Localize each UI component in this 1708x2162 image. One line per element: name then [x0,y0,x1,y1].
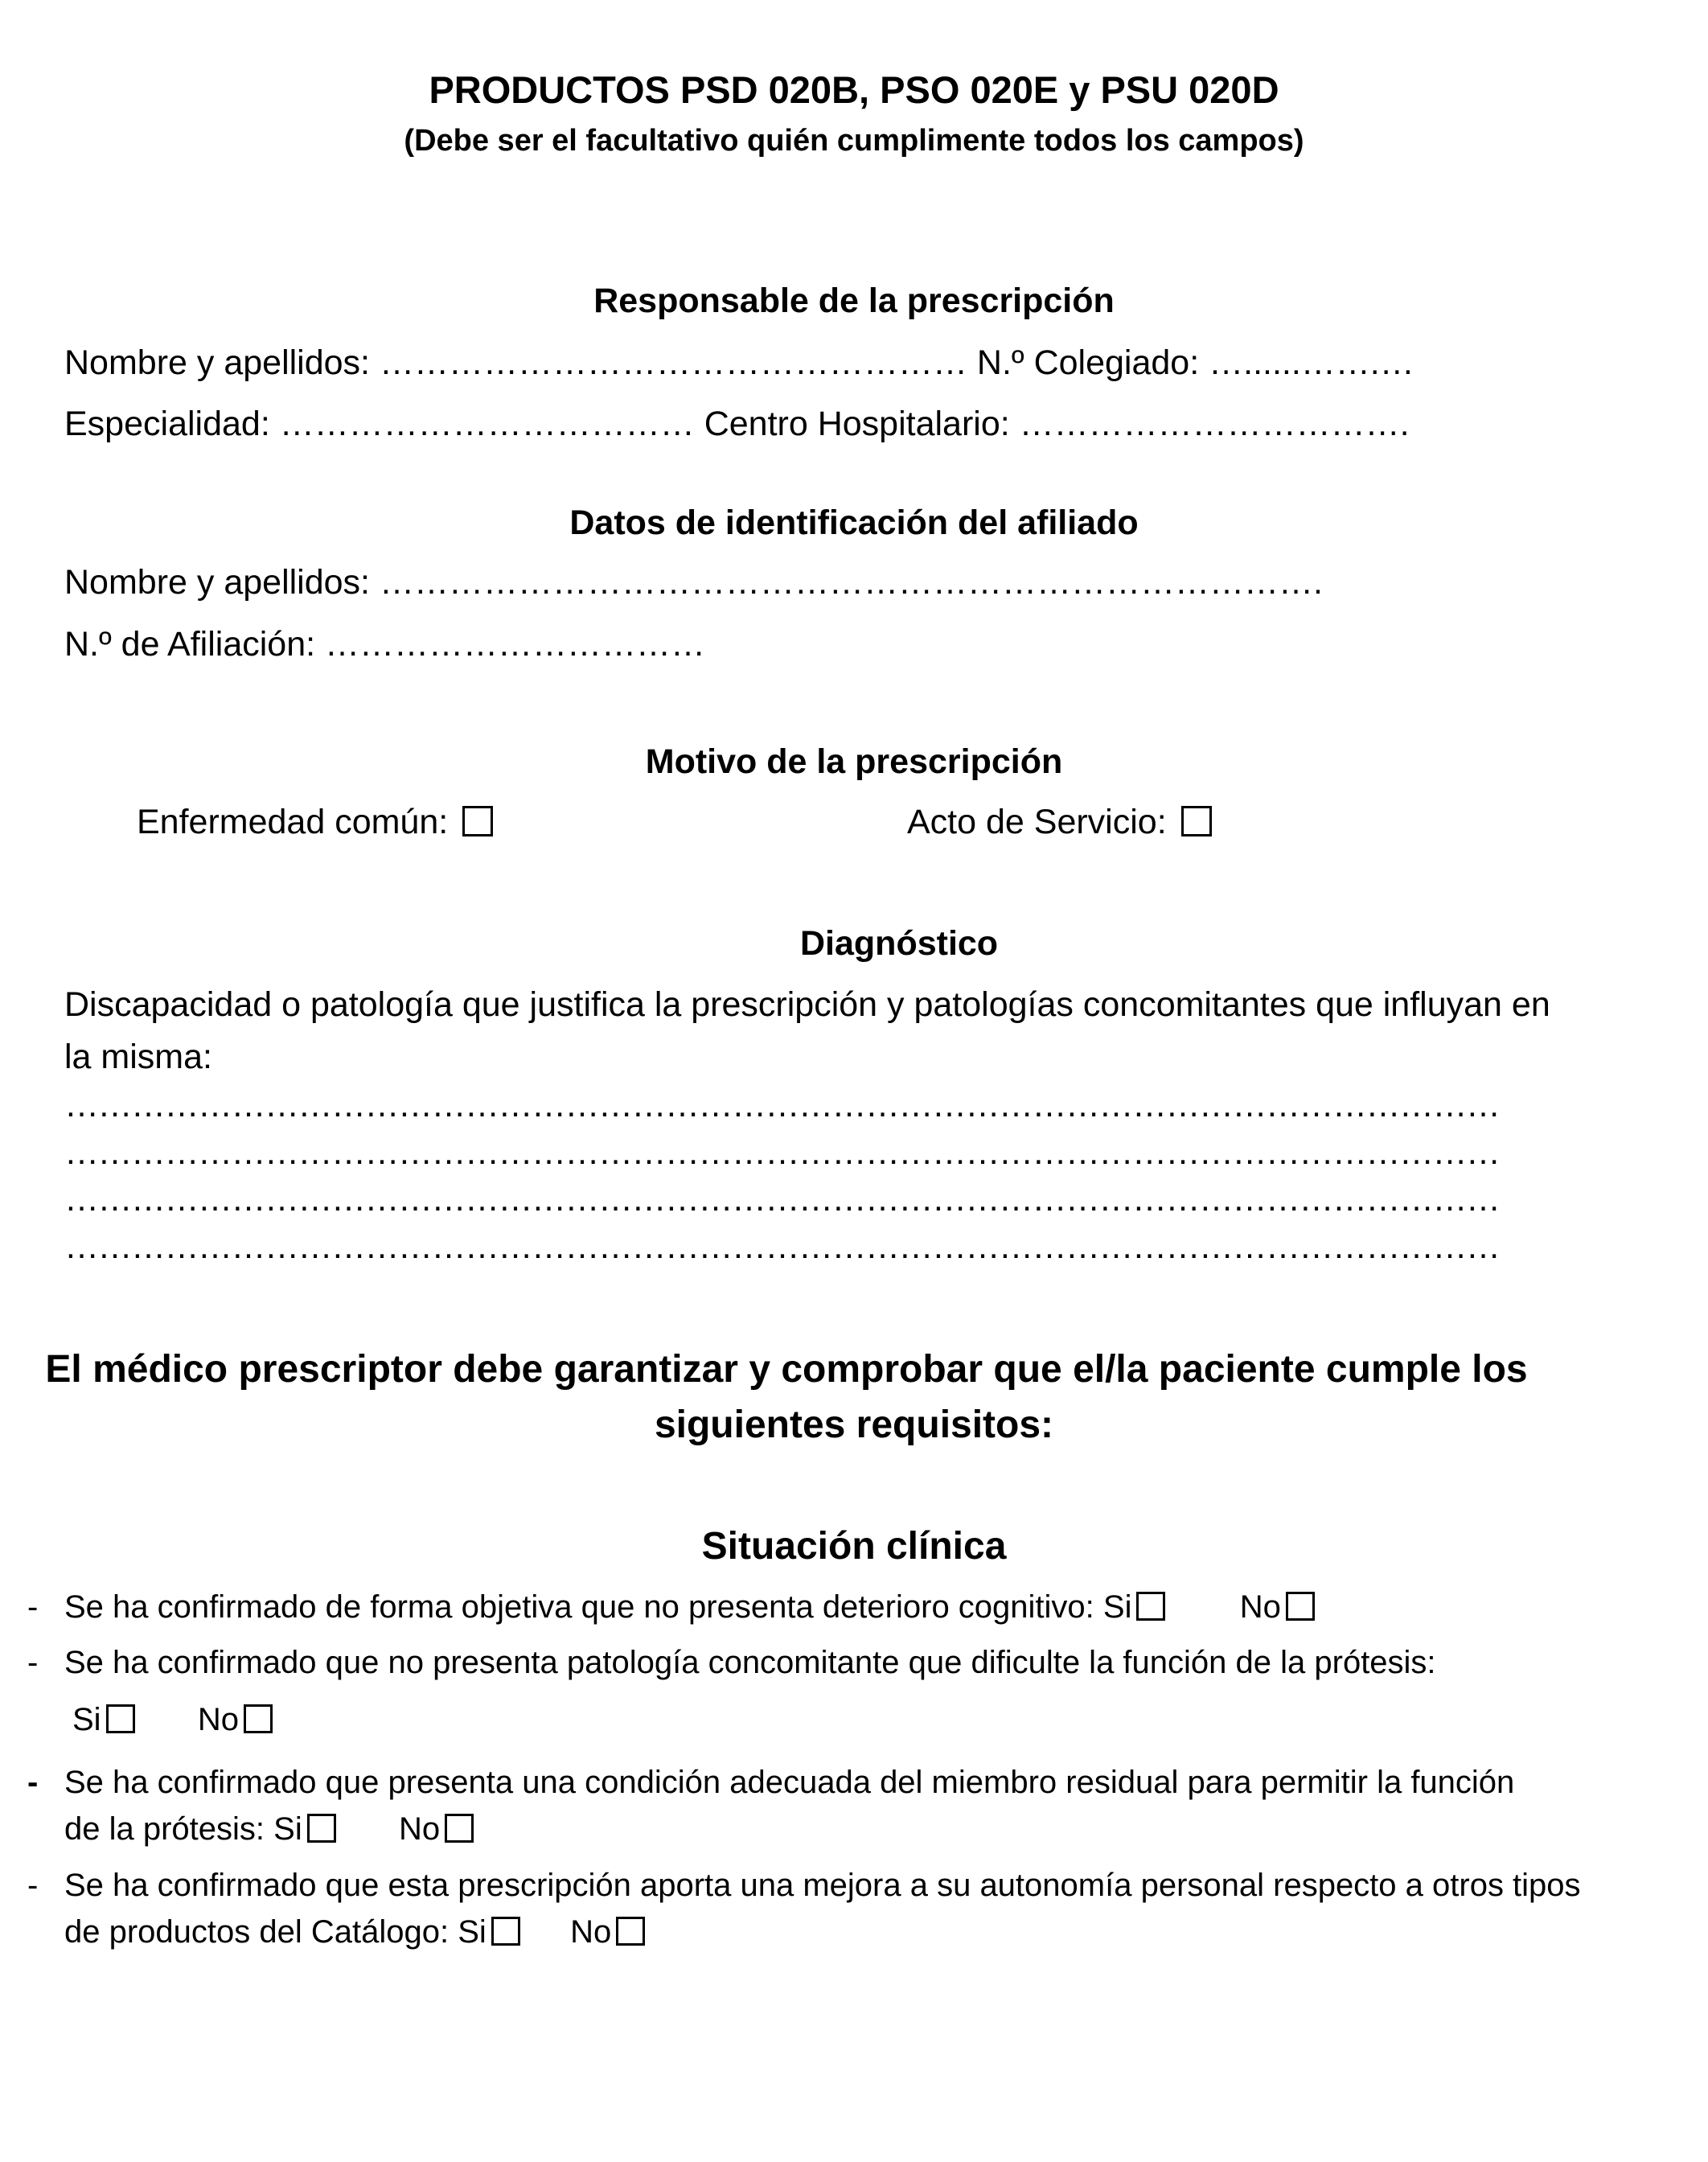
responsable-row-1 [64,343,1414,383]
bullet-dash: - [27,1868,39,1903]
si-label: Si [458,1914,487,1950]
acto-servicio-label: Acto de Servicio: [907,803,1167,841]
no-checkbox[interactable] [616,1917,645,1946]
document-subtitle: (Debe ser el facultativo quién cumplimente todos los campos) [404,124,1304,158]
afiliado-nombre-field[interactable]: ………………………………………………………………………. [379,563,1323,602]
requisitos-heading-line-2: siguientes requisitos: [654,1404,1054,1446]
especialidad-field[interactable]: ……………………………… [279,405,704,443]
si-label: Si [273,1811,302,1847]
requisito-item-4: Se ha confirmado que esta prescripción aporta una mejora a su autonomía personal respecto a otros tipos [64,1868,1581,1903]
no-checkbox[interactable] [445,1814,474,1843]
bullet-dash: - [27,1765,39,1800]
no-label: No [398,1811,441,1847]
bullet-dash: - [27,1645,39,1680]
requisito-text: Se ha confirmado de forma objetiva que no presenta deterioro cognitivo: [64,1589,1094,1625]
requisito-item-3: Se ha confirmado que presenta una condición adecuada del miembro residual para permitir la función [64,1765,1515,1800]
especialidad-label: Especialidad: [64,405,270,443]
document-title: PRODUCTOS PSD 020B, PSO 020E y PSU 020D [429,68,1279,111]
centro-label: Centro Hospitalario: [704,405,1010,443]
acto-servicio-checkbox[interactable] [1181,806,1212,836]
colegiado-field[interactable]: …......…….… [1209,343,1414,382]
diagnostico-text-line-2: la misma: [64,1038,212,1076]
requisito-item-1 [64,1589,1315,1626]
diagnostico-blank-line[interactable]: ………………………………………………………………………………………………………………… [64,1180,1500,1219]
section-heading-responsable: Responsable de la prescripción [593,282,1115,320]
bullet-dash: - [27,1589,39,1625]
section-heading-diagnostico: Diagnóstico [800,924,999,963]
section-heading-situacion-clinica: Situación clínica [701,1525,1007,1568]
no-label: No [1239,1589,1281,1625]
si-checkbox[interactable] [1136,1592,1165,1621]
requisito-text-line-2: de productos del Catálogo: [64,1914,450,1950]
afiliado-row-2 [64,625,705,664]
si-label: Si [1102,1589,1132,1625]
requisito-item-2-options [72,1702,273,1738]
responsable-row-2 [64,405,1410,444]
requisito-item-3-options [64,1811,474,1848]
diagnostico-blank-line[interactable]: ………………………………………………………………………………………………………………… [64,1227,1500,1266]
nombre-field[interactable]: …………………………………………… [379,343,977,382]
no-label: No [570,1914,612,1950]
diagnostico-blank-line[interactable]: ………………………………………………………………………………………………………………… [64,1133,1500,1172]
enfermedad-checkbox[interactable] [462,806,493,836]
si-checkbox[interactable] [106,1704,135,1733]
si-checkbox[interactable] [307,1814,336,1843]
diagnostico-blank-line[interactable]: ………………………………………………………………………………………………………………… [64,1086,1500,1124]
no-label: No [197,1702,239,1737]
afiliacion-label: N.º de Afiliación: [64,625,316,664]
section-heading-motivo: Motivo de la prescripción [645,742,1063,781]
no-checkbox[interactable] [1286,1592,1315,1621]
si-label: Si [72,1702,101,1737]
afiliacion-field[interactable]: …………………………… [325,625,706,664]
no-checkbox[interactable] [244,1704,273,1733]
enfermedad-label: Enfermedad común: [137,803,449,841]
requisito-text-line-2: de la prótesis: [64,1811,265,1847]
si-checkbox[interactable] [491,1917,520,1946]
colegiado-label: N.º Colegiado: [976,343,1200,382]
diagnostico-text-line-1: Discapacidad o patología que justifica la prescripción y patologías concomitantes que influyan en [64,985,1550,1024]
requisitos-heading-line-1: El médico prescriptor debe garantizar y comprobar que el/la paciente cumple los [45,1348,1528,1391]
nombre-label: Nombre y apellidos: [64,343,371,382]
motivo-option-enfermedad [137,803,493,842]
motivo-option-acto-servicio [907,803,1212,842]
requisito-item-4-options [64,1914,645,1950]
requisito-item-2: Se ha confirmado que no presenta patología concomitante que dificulte la función de la prótesis: [64,1645,1436,1680]
centro-field[interactable]: ……………………………. [1019,405,1410,443]
afiliado-row-1 [64,563,1323,602]
afiliado-nombre-label: Nombre y apellidos: [64,563,371,602]
section-heading-afiliado: Datos de identificación del afiliado [569,504,1139,542]
